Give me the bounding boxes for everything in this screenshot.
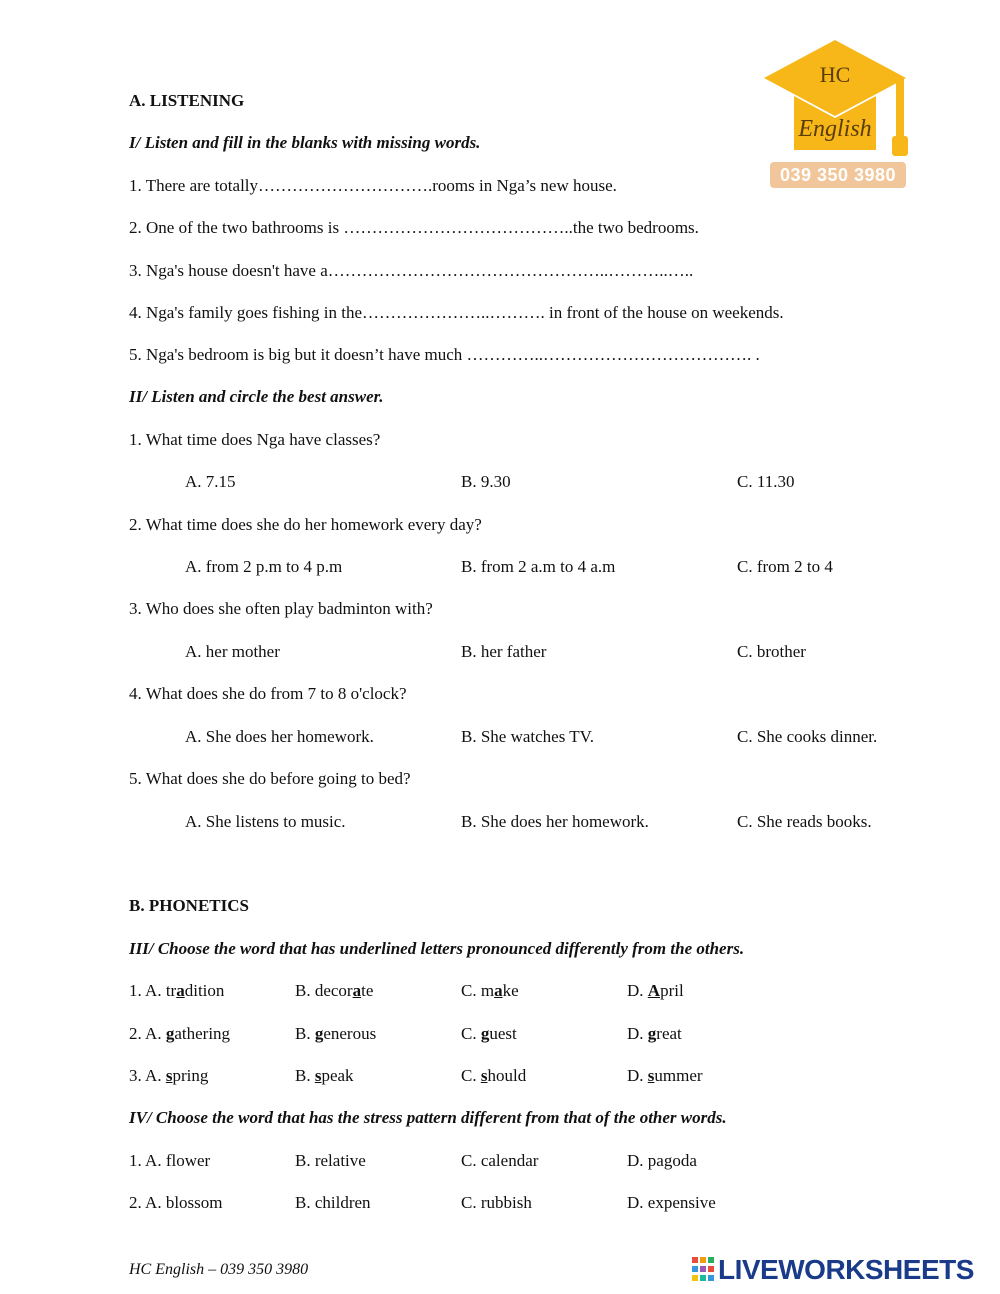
- word-part: B. decor: [295, 981, 353, 1000]
- logo-phone-badge: 039 350 3980: [770, 162, 906, 188]
- p3-r2-option-b[interactable]: [295, 1024, 376, 1044]
- word-part: te: [361, 981, 374, 1000]
- part2-title: II/ Listen and circle the best answer.: [129, 387, 384, 406]
- word-part: C.: [461, 1066, 481, 1085]
- underlined-letters: s: [647, 1066, 655, 1085]
- word-part: dition: [184, 981, 225, 1000]
- question-2: 2. What time does she do her homework every day?: [129, 515, 482, 534]
- q2-option-a[interactable]: A. from 2 p.m to 4 p.m: [185, 557, 343, 576]
- p4-r2-option-a[interactable]: 2. A. blossom: [129, 1193, 223, 1212]
- fill-item-3: 3. Nga's house doesn't have a…………………………………………..………..…..: [129, 261, 694, 280]
- underlined-letters: g: [480, 1024, 490, 1043]
- q4-option-c[interactable]: C. She cooks dinner.: [737, 727, 878, 746]
- underlined-letters: g: [165, 1024, 175, 1043]
- p4-r2-option-b[interactable]: B. children: [295, 1193, 371, 1212]
- word-part: 3. A.: [129, 1066, 166, 1085]
- p3-r2-option-c[interactable]: [461, 1024, 517, 1044]
- listening-heading: A. LISTENING: [129, 91, 245, 110]
- p3-r3-option-b[interactable]: [295, 1066, 354, 1086]
- q5-option-c[interactable]: C. She reads books.: [737, 812, 872, 831]
- part4-title: IV/ Choose the word that has the stress pattern different from that of the other words.: [129, 1108, 727, 1127]
- underlined-letters: A: [647, 981, 661, 1000]
- p4-r1-option-a[interactable]: 1. A. flower: [129, 1151, 211, 1170]
- q1-option-a[interactable]: A. 7.15: [185, 472, 236, 491]
- liveworksheets-logo-icon: [692, 1257, 714, 1283]
- word-part: D.: [627, 1024, 648, 1043]
- fill-item-2: 2. One of the two bathrooms is …………………………………..the two bedrooms.: [129, 218, 699, 237]
- question-1: 1. What time does Nga have classes?: [129, 430, 381, 449]
- part3-title: III/ Choose the word that has underlined letters pronounced differently from the others.: [129, 939, 745, 958]
- question-4: 4. What does she do from 7 to 8 o'clock?: [129, 684, 407, 703]
- p4-r1-option-b[interactable]: B. relative: [295, 1151, 366, 1170]
- liveworksheets-brand[interactable]: [692, 1255, 974, 1285]
- word-part: 2. A.: [129, 1024, 166, 1043]
- word-part: D.: [627, 1066, 648, 1085]
- question-5: 5. What does she do before going to bed?: [129, 769, 411, 788]
- word-part: B.: [295, 1066, 315, 1085]
- liveworksheets-wordmark: LIVEWORKSHEETS: [718, 1254, 974, 1285]
- word-part: C. m: [461, 981, 495, 1000]
- q2-option-b[interactable]: B. from 2 a.m to 4 a.m: [461, 557, 616, 576]
- logo-english-text: English: [798, 116, 872, 142]
- q4-option-b[interactable]: B. She watches TV.: [461, 727, 595, 746]
- part1-title: I/ Listen and fill in the blanks with missing words.: [129, 133, 481, 152]
- underlined-letters: a: [176, 981, 185, 1000]
- question-3: 3. Who does she often play badminton with?: [129, 599, 433, 618]
- p3-r2-option-d[interactable]: [627, 1024, 682, 1044]
- underlined-letters: s: [480, 1066, 488, 1085]
- q3-option-c[interactable]: C. brother: [737, 642, 806, 661]
- phonetics-heading: B. PHONETICS: [129, 896, 249, 915]
- underlined-letters: g: [314, 1024, 324, 1043]
- q1-option-c[interactable]: C. 11.30: [737, 472, 795, 491]
- word-part: enerous: [323, 1024, 377, 1043]
- p3-r2-option-a[interactable]: [129, 1024, 230, 1044]
- underlined-letters: a: [494, 981, 503, 1000]
- word-part: hould: [487, 1066, 527, 1085]
- q3-option-a[interactable]: A. her mother: [185, 642, 280, 661]
- underlined-letters: g: [647, 1024, 657, 1043]
- word-part: pring: [172, 1066, 209, 1085]
- word-part: 1. A. tr: [129, 981, 177, 1000]
- word-part: uest: [489, 1024, 517, 1043]
- p3-r3-option-d[interactable]: [627, 1066, 703, 1086]
- word-part: athering: [174, 1024, 231, 1043]
- logo-hc-text: HC: [819, 62, 851, 87]
- footer-credit: HC English – 039 350 3980: [129, 1261, 309, 1278]
- word-part: B.: [295, 1024, 315, 1043]
- underlined-letters: s: [314, 1066, 322, 1085]
- q3-option-b[interactable]: B. her father: [461, 642, 547, 661]
- q4-option-a[interactable]: A. She does her homework.: [185, 727, 374, 746]
- p4-r1-option-c[interactable]: C. calendar: [461, 1151, 539, 1170]
- fill-item-4: 4. Nga's family goes fishing in the…………………..………. in front of the house on weekends.: [129, 303, 784, 322]
- q1-option-b[interactable]: B. 9.30: [461, 472, 511, 491]
- word-part: ummer: [654, 1066, 703, 1085]
- q2-option-c[interactable]: C. from 2 to 4: [737, 557, 833, 576]
- q5-option-a[interactable]: A. She listens to music.: [185, 812, 346, 831]
- word-part: peak: [321, 1066, 354, 1085]
- word-part: reat: [656, 1024, 682, 1043]
- p3-r1-option-b[interactable]: [295, 981, 373, 1001]
- underlined-letters: a: [352, 981, 362, 1000]
- p3-r3-option-a[interactable]: [129, 1066, 208, 1086]
- p4-r1-option-d[interactable]: D. pagoda: [627, 1151, 697, 1170]
- underlined-letters: s: [165, 1066, 173, 1085]
- p4-r2-option-c[interactable]: C. rubbish: [461, 1193, 532, 1212]
- word-part: C.: [461, 1024, 481, 1043]
- word-part: D.: [627, 981, 648, 1000]
- p3-r1-option-a[interactable]: [129, 981, 224, 1001]
- graduation-cap-icon: [760, 38, 910, 168]
- q5-option-b[interactable]: B. She does her homework.: [461, 812, 649, 831]
- word-part: pril: [660, 981, 684, 1000]
- p4-r2-option-d[interactable]: D. expensive: [627, 1193, 716, 1212]
- word-part: ke: [502, 981, 519, 1000]
- fill-item-1: 1. There are totally………………………….rooms in Nga’s new house.: [129, 176, 617, 195]
- p3-r3-option-c[interactable]: [461, 1066, 526, 1086]
- fill-item-5: 5. Nga's bedroom is big but it doesn’t have much …………..………………………………. .: [129, 345, 760, 364]
- p3-r1-option-d[interactable]: [627, 981, 684, 1001]
- p3-r1-option-c[interactable]: [461, 981, 519, 1001]
